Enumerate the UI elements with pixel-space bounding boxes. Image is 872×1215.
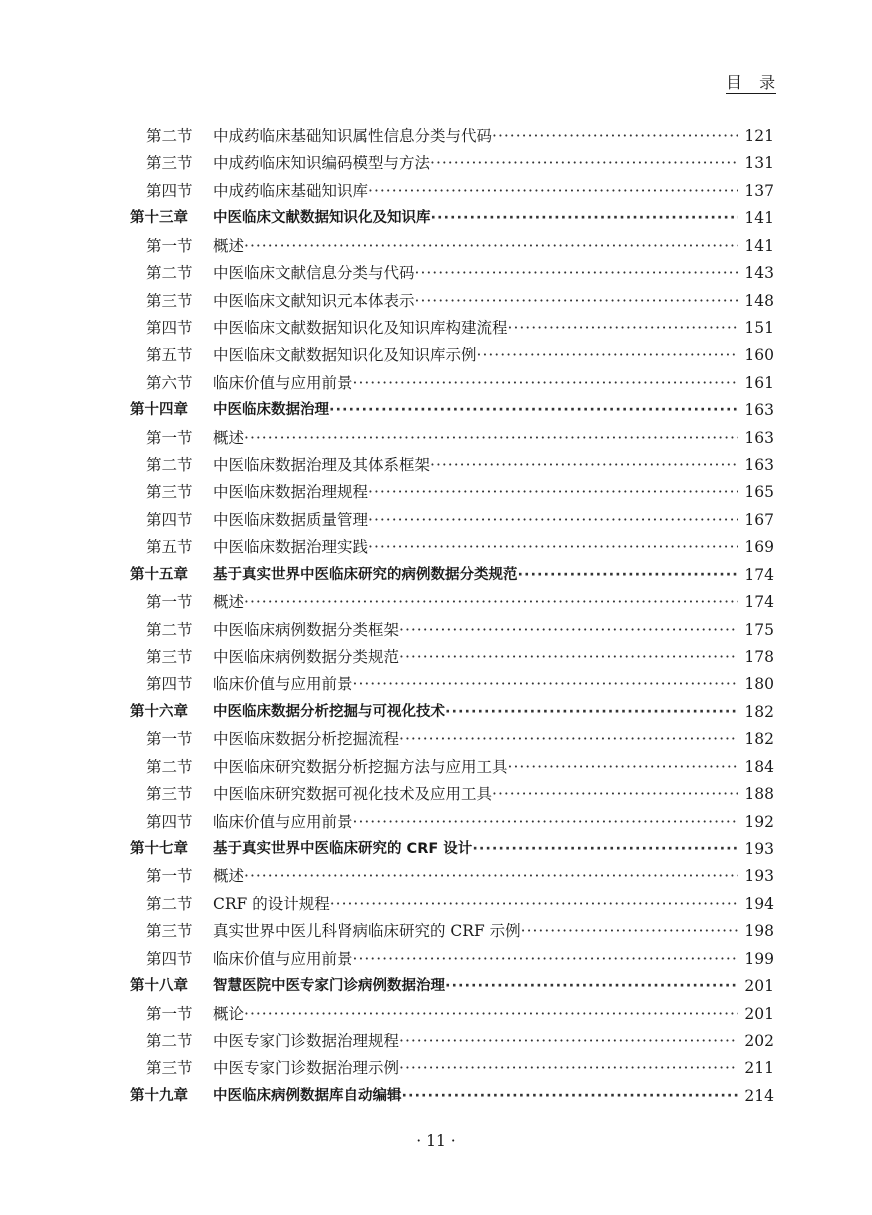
toc-section-entry bbox=[0, 917, 872, 944]
toc-section-entry bbox=[0, 506, 872, 533]
toc-chapter-entry bbox=[0, 561, 872, 588]
entry-page-number: 163 bbox=[744, 401, 774, 420]
toc-section-entry bbox=[0, 862, 872, 889]
entry-number: 第五节 bbox=[146, 538, 193, 557]
entry-title: 中医临床数据分析挖掘流程 ····· bbox=[213, 729, 738, 749]
entry-page-number: 184 bbox=[744, 757, 774, 776]
entry-number: 第三节 bbox=[146, 291, 193, 310]
toc-section-entry bbox=[0, 314, 872, 341]
entry-page-number: 201 bbox=[744, 977, 774, 996]
toc-section-entry bbox=[0, 369, 872, 396]
entry-page-number: 214 bbox=[744, 1086, 774, 1105]
entry-page-number: 175 bbox=[744, 620, 774, 639]
toc-section-entry bbox=[0, 259, 872, 286]
entry-number: 第二节 bbox=[146, 620, 193, 639]
entry-title: 中医临床研究数据分析挖掘方法与应用工具 ····· bbox=[213, 757, 738, 777]
entry-title: 中医临床病例数据分类规范 ····· bbox=[213, 647, 738, 667]
entry-page-number: 182 bbox=[744, 702, 774, 721]
entry-page-number: 194 bbox=[744, 894, 774, 913]
entry-number: 第二节 bbox=[146, 894, 193, 913]
entry-title: 基于真实世界中医临床研究的 CRF 设计 ····· bbox=[213, 839, 738, 859]
entry-title: 中医临床文献数据知识化及知识库构建流程 ····· bbox=[213, 318, 738, 338]
toc-section-entry bbox=[0, 177, 872, 204]
toc-section-entry bbox=[0, 588, 872, 615]
entry-number: 第二节 bbox=[146, 456, 193, 475]
entry-number: 第二节 bbox=[146, 127, 193, 145]
entry-title: 中医临床数据治理及其体系框架 ····· bbox=[213, 455, 738, 475]
toc-section-entry bbox=[0, 945, 872, 972]
toc-section-entry bbox=[0, 232, 872, 259]
entry-page-number: 202 bbox=[744, 1031, 774, 1050]
toc-section-entry bbox=[0, 616, 872, 643]
toc-chapter-entry bbox=[0, 204, 872, 231]
entry-title: 中医临床数据治理规程 ····· bbox=[213, 482, 738, 502]
entry-number: 第四节 bbox=[146, 812, 193, 831]
entry-page-number: 151 bbox=[744, 318, 774, 337]
entry-title: 真实世界中医儿科肾病临床研究的 CRF 示例 ····· bbox=[213, 921, 738, 941]
entry-page-number: 148 bbox=[744, 291, 774, 310]
toc-section-entry bbox=[0, 725, 872, 752]
entry-title: 临床价值与应用前景 ····· bbox=[213, 812, 738, 832]
toc-section-entry bbox=[0, 287, 872, 314]
entry-title: 概论 ····· bbox=[213, 1004, 738, 1024]
entry-page-number: 193 bbox=[744, 839, 774, 858]
entry-number: 第四节 bbox=[146, 949, 193, 968]
entry-number: 第十四章 bbox=[130, 402, 188, 419]
entry-page-number: 121 bbox=[744, 127, 774, 145]
entry-page-number: 141 bbox=[744, 236, 774, 255]
entry-page-number: 143 bbox=[744, 264, 774, 283]
toc-chapter-entry bbox=[0, 396, 872, 423]
toc-section-entry bbox=[0, 1000, 872, 1027]
entry-title: 概述 ····· bbox=[213, 428, 738, 448]
entry-title: 临床价值与应用前景 ····· bbox=[213, 949, 738, 969]
toc-section-entry bbox=[0, 1054, 872, 1081]
entry-title: 中医临床病例数据库自动编辑 ····· bbox=[213, 1086, 738, 1106]
entry-page-number: 165 bbox=[744, 483, 774, 502]
toc-section-entry bbox=[0, 478, 872, 505]
entry-title: 基于真实世界中医临床研究的病例数据分类规范 ····· bbox=[213, 565, 738, 585]
entry-number: 第二节 bbox=[146, 1031, 193, 1050]
entry-title: 中医临床文献信息分类与代码 ····· bbox=[213, 263, 738, 283]
entry-page-number: 174 bbox=[744, 593, 774, 612]
toc-section-entry bbox=[0, 1027, 872, 1054]
toc-section-entry bbox=[0, 424, 872, 451]
entry-number: 第十三章 bbox=[130, 210, 188, 227]
toc-section-entry bbox=[0, 780, 872, 807]
entry-title: 临床价值与应用前景 ····· bbox=[213, 373, 738, 393]
entry-page-number: 167 bbox=[744, 510, 774, 529]
entry-page-number: 169 bbox=[744, 538, 774, 557]
entry-title: 中医临床文献数据知识化及知识库示例 ····· bbox=[213, 345, 738, 365]
entry-number: 第一节 bbox=[146, 428, 193, 447]
entry-page-number: 188 bbox=[744, 785, 774, 804]
entry-title: 中医临床数据治理实践 ····· bbox=[213, 537, 738, 557]
entry-title: 概述 ····· bbox=[213, 866, 738, 886]
entry-page-number: 163 bbox=[744, 428, 774, 447]
entry-number: 第二节 bbox=[146, 264, 193, 283]
entry-title: 中医临床数据质量管理 ····· bbox=[213, 510, 738, 530]
entry-number: 第十六章 bbox=[130, 703, 188, 720]
entry-number: 第二节 bbox=[146, 757, 193, 776]
entry-title: 中医专家门诊数据治理示例 ····· bbox=[213, 1058, 738, 1078]
toc-section-entry bbox=[0, 753, 872, 780]
entry-number: 第十七章 bbox=[130, 840, 188, 857]
entry-number: 第三节 bbox=[146, 1059, 193, 1078]
entry-number: 第三节 bbox=[146, 922, 193, 941]
toc-section-entry bbox=[0, 890, 872, 917]
entry-title: 中医临床病例数据分类框架 ····· bbox=[213, 620, 738, 640]
entry-number: 第一节 bbox=[146, 867, 193, 886]
entry-number: 第四节 bbox=[146, 318, 193, 337]
entry-title: 概述 ····· bbox=[213, 236, 738, 256]
entry-number: 第三节 bbox=[146, 648, 193, 667]
entry-page-number: 182 bbox=[744, 730, 774, 749]
entry-page-number: 137 bbox=[744, 181, 774, 200]
entry-page-number: 198 bbox=[744, 922, 774, 941]
entry-title: 中成药临床知识编码模型与方法 ····· bbox=[213, 153, 738, 173]
table-of-contents bbox=[0, 122, 872, 1109]
entry-page-number: 178 bbox=[744, 648, 774, 667]
toc-section-entry bbox=[0, 643, 872, 670]
entry-number: 第三节 bbox=[146, 154, 193, 173]
entry-page-number: 201 bbox=[744, 1004, 774, 1023]
entry-title: 临床价值与应用前景 ····· bbox=[213, 674, 738, 694]
entry-number: 第五节 bbox=[146, 346, 193, 365]
toc-section-entry bbox=[0, 122, 872, 149]
toc-chapter-entry bbox=[0, 972, 872, 999]
entry-number: 第一节 bbox=[146, 236, 193, 255]
entry-number: 第三节 bbox=[146, 785, 193, 804]
entry-number: 第十八章 bbox=[130, 978, 188, 995]
toc-section-entry bbox=[0, 670, 872, 697]
entry-title: 概述 ····· bbox=[213, 592, 738, 612]
toc-chapter-entry bbox=[0, 835, 872, 862]
entry-title: 中医临床数据治理 ····· bbox=[213, 400, 738, 420]
entry-title: 中医临床文献知识元本体表示 ····· bbox=[213, 291, 738, 311]
toc-section-entry bbox=[0, 341, 872, 368]
entry-number: 第六节 bbox=[146, 373, 193, 392]
entry-number: 第一节 bbox=[146, 730, 193, 749]
entry-number: 第四节 bbox=[146, 510, 193, 529]
toc-section-entry bbox=[0, 149, 872, 176]
entry-number: 第一节 bbox=[146, 1004, 193, 1023]
entry-page-number: 160 bbox=[744, 346, 774, 365]
page-number: · 11 · bbox=[416, 1132, 456, 1150]
entry-title: 中成药临床基础知识属性信息分类与代码 ····· bbox=[213, 126, 738, 146]
entry-number: 第十九章 bbox=[130, 1087, 188, 1104]
entry-title: 智慧医院中医专家门诊病例数据治理 ····· bbox=[213, 976, 738, 996]
entry-title: 中医临床研究数据可视化技术及应用工具 ····· bbox=[213, 784, 738, 804]
entry-page-number: 211 bbox=[744, 1059, 774, 1078]
toc-section-entry bbox=[0, 533, 872, 560]
header-rule bbox=[726, 93, 776, 94]
entry-page-number: 174 bbox=[744, 565, 774, 584]
entry-page-number: 192 bbox=[744, 812, 774, 831]
entry-page-number: 163 bbox=[744, 456, 774, 475]
entry-title: 中医临床数据分析挖掘与可视化技术 ····· bbox=[213, 702, 738, 722]
entry-title: CRF 的设计规程 ····· bbox=[213, 894, 738, 914]
entry-title: 中医临床文献数据知识化及知识库 ····· bbox=[213, 208, 738, 228]
entry-number: 第四节 bbox=[146, 675, 193, 694]
toc-section-entry bbox=[0, 451, 872, 478]
entry-page-number: 193 bbox=[744, 867, 774, 886]
entry-page-number: 180 bbox=[744, 675, 774, 694]
entry-title: 中医专家门诊数据治理规程 ····· bbox=[213, 1031, 738, 1051]
toc-section-entry bbox=[0, 808, 872, 835]
entry-page-number: 141 bbox=[744, 209, 774, 228]
entry-number: 第十五章 bbox=[130, 566, 188, 583]
entry-number: 第一节 bbox=[146, 593, 193, 612]
entry-title: 中成药临床基础知识库 ····· bbox=[213, 181, 738, 201]
toc-chapter-entry bbox=[0, 698, 872, 725]
entry-page-number: 131 bbox=[744, 154, 774, 173]
toc-chapter-entry bbox=[0, 1082, 872, 1109]
running-header: 目 录 bbox=[726, 73, 782, 92]
entry-number: 第四节 bbox=[146, 181, 193, 200]
entry-page-number: 199 bbox=[744, 949, 774, 968]
entry-number: 第三节 bbox=[146, 483, 193, 502]
entry-page-number: 161 bbox=[744, 373, 774, 392]
